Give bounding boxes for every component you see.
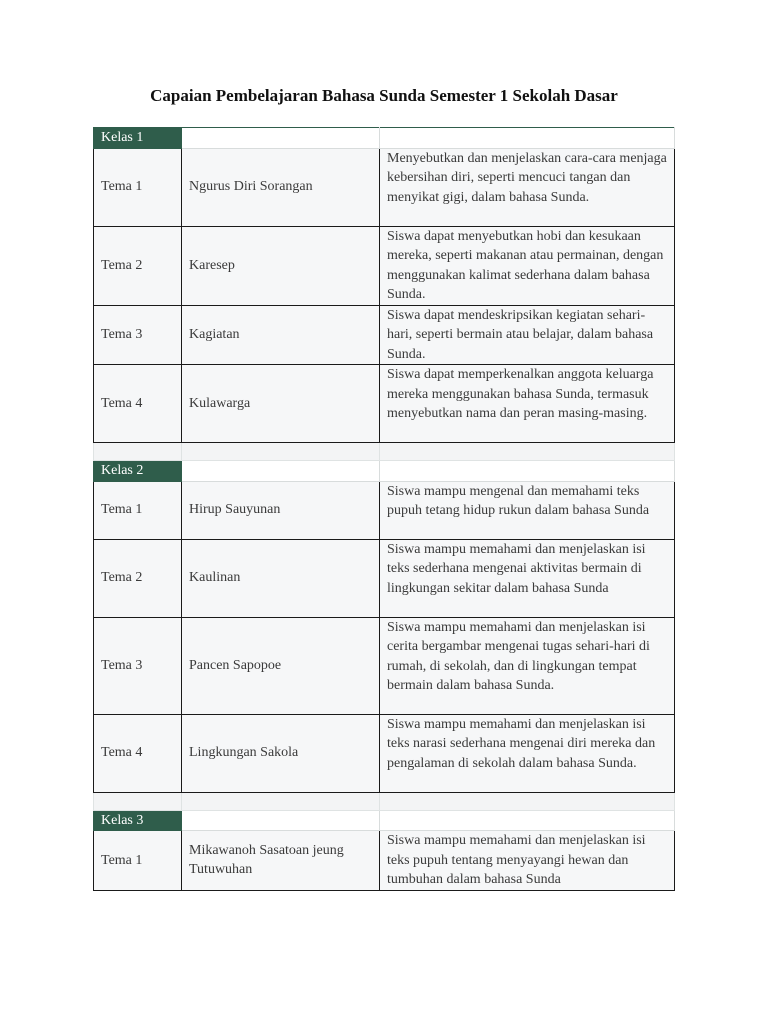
tema-cell: Tema 1 (94, 831, 182, 891)
capaian-cell: Siswa mampu memahami dan menjelaskan isi teks pupuh tentang menyayangi hewan dan tumbuhan dalam bahasa Sunda (380, 831, 675, 891)
judul-cell: Ngurus Diri Sorangan (182, 148, 380, 226)
table-row (94, 481, 675, 539)
capaian-cell: Siswa mampu memahami dan menjelaskan isi teks sederhana mengenai aktivitas bermain di lingkungan sekitar dalam bahasa Sunda (380, 539, 675, 617)
tema-cell: Tema 3 (94, 305, 182, 365)
capaian-cell: Siswa mampu mengenal dan memahami teks pupuh tetang hidup rukun dalam bahasa Sunda (380, 481, 675, 539)
capaian-cell: Siswa dapat memperkenalkan anggota keluarga mereka menggunakan bahasa Sunda, termasuk menyebutkan nama dan peran masing-masing. (380, 365, 675, 443)
capaian-cell: Siswa dapat menyebutkan hobi dan kesukaan mereka, seperti makanan atau permainan, dengan menggunakan kalimat sederhana dalam bahasa Sunda. (380, 226, 675, 305)
tema-cell: Tema 1 (94, 481, 182, 539)
spacer-row (94, 443, 675, 461)
document-title: Capaian Pembelajaran Bahasa Sunda Semester 1 Sekolah Dasar (150, 86, 618, 105)
capaian-cell: Siswa mampu memahami dan menjelaskan isi cerita bergambar mengenai tugas sehari-hari di rumah, di sekolah, dan di lingkungan tempat bermain dalam bahasa Sunda. (380, 617, 675, 714)
capaian-table (93, 127, 675, 891)
judul-cell: Mikawanoh Sasatoan jeung Tutuwuhan (182, 831, 380, 891)
kelas-label: Kelas 3 (94, 810, 182, 831)
judul-cell: Karesep (182, 226, 380, 305)
tema-cell: Tema 4 (94, 714, 182, 792)
table-row (94, 226, 675, 305)
tema-cell: Tema 1 (94, 148, 182, 226)
table-row (94, 305, 675, 365)
table-row (94, 617, 675, 714)
table-row (94, 714, 675, 792)
spacer-row (94, 792, 675, 810)
kelas-header-row (94, 461, 675, 482)
judul-cell: Kagiatan (182, 305, 380, 365)
capaian-cell: Menyebutkan dan menjelaskan cara-cara menjaga kebersihan diri, seperti mencuci tangan dan menyikat gigi, dalam bahasa Sunda. (380, 148, 675, 226)
kelas-label: Kelas 1 (94, 128, 182, 149)
judul-cell: Pancen Sapopoe (182, 617, 380, 714)
tema-cell: Tema 2 (94, 539, 182, 617)
capaian-cell: Siswa mampu memahami dan menjelaskan isi teks narasi sederhana mengenai diri mereka dan pengalaman di sekolah dalam bahasa Sunda. (380, 714, 675, 792)
table-row (94, 148, 675, 226)
table-row (94, 831, 675, 891)
judul-cell: Lingkungan Sakola (182, 714, 380, 792)
judul-cell: Kulawarga (182, 365, 380, 443)
kelas-header-row (94, 128, 675, 149)
table-row (94, 365, 675, 443)
kelas-header-row (94, 810, 675, 831)
tema-cell: Tema 2 (94, 226, 182, 305)
kelas-label: Kelas 2 (94, 461, 182, 482)
tema-cell: Tema 3 (94, 617, 182, 714)
tema-cell: Tema 4 (94, 365, 182, 443)
judul-cell: Hirup Sauyunan (182, 481, 380, 539)
capaian-cell: Siswa dapat mendeskripsikan kegiatan sehari-hari, seperti bermain atau belajar, dalam bahasa Sunda. (380, 305, 675, 365)
judul-cell: Kaulinan (182, 539, 380, 617)
table-row (94, 539, 675, 617)
